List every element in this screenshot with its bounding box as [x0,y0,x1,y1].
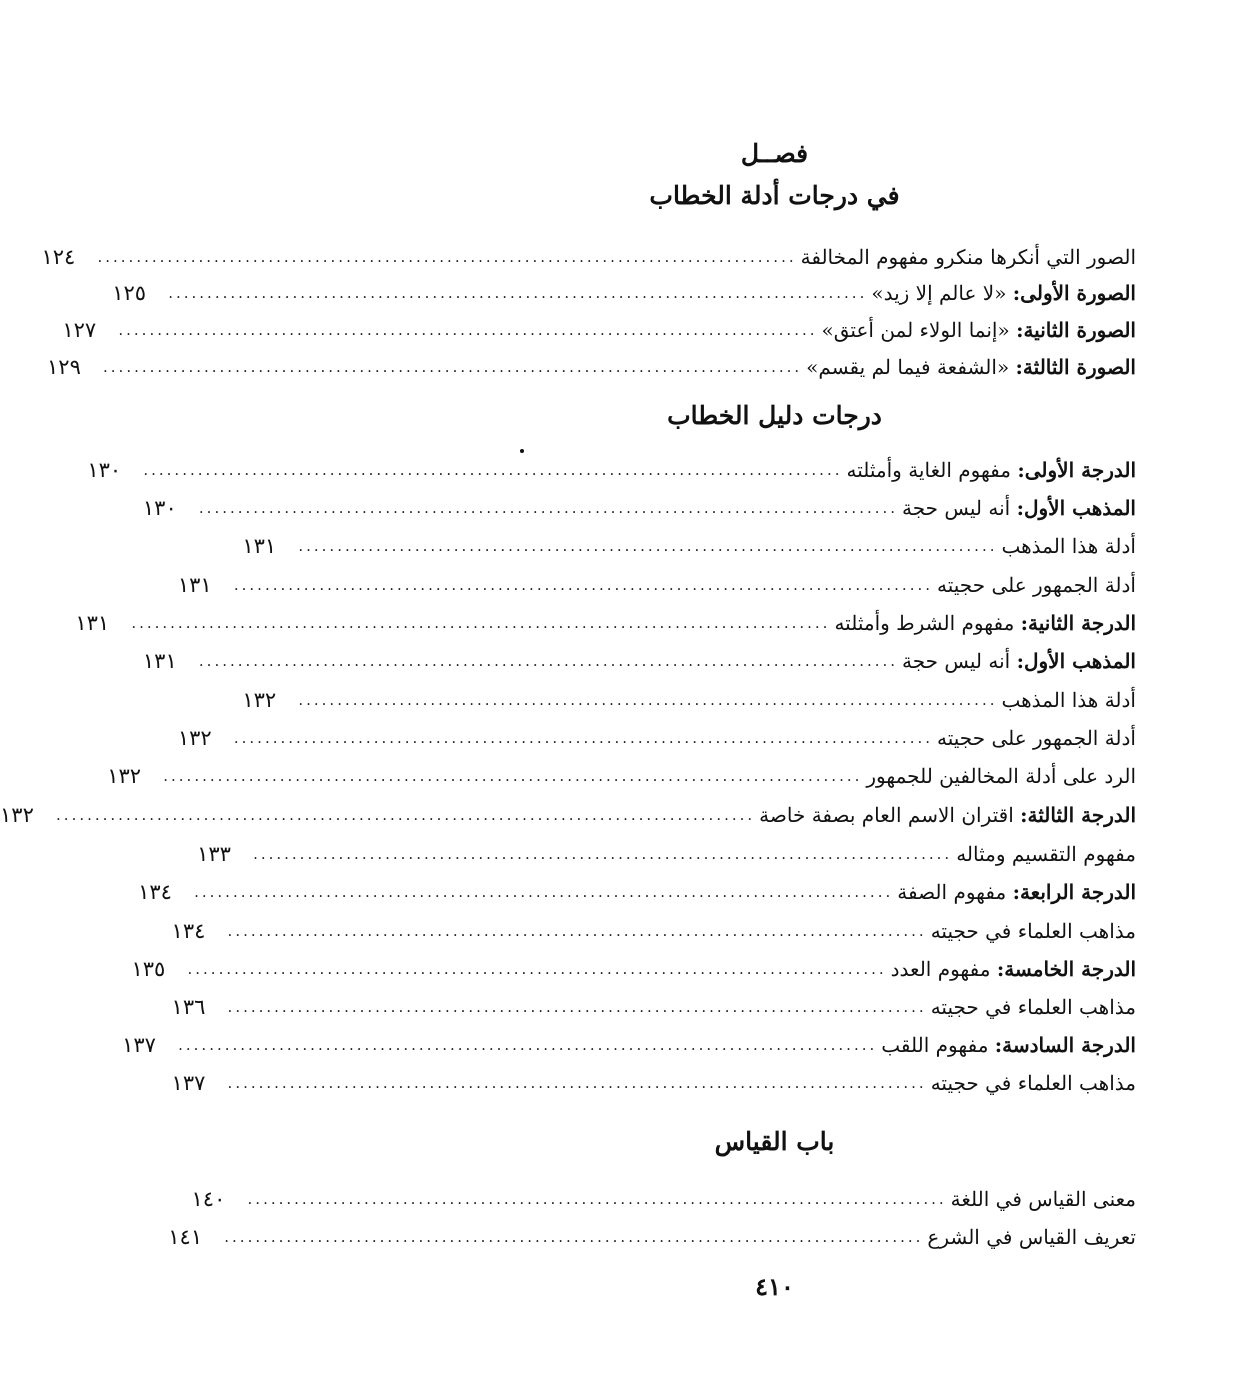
toc-entry [138,873,1136,911]
dot-leader: .......................................................................................... [103,358,803,376]
toc-entry-text: مفهوم اللقب [881,1033,989,1057]
toc-entry-title [951,1187,1136,1211]
toc-entry-lead: الدرجة الخامسة: [996,957,1136,981]
toc-entry-title [937,573,1136,597]
dot-leader: .......................................................................................... [298,691,998,709]
toc-page-number: ١٢٥ [112,281,147,305]
toc-entry-text: اقتران الاسم العام بصفة خاصة [759,803,1014,827]
toc-entry-title [937,726,1136,750]
toc-page-number: ١٣٤ [138,880,172,904]
toc-page-number: ١٣٥ [131,957,166,981]
toc-page-number: ١٣١ [242,534,277,558]
dot-leader: .......................................................................................... [194,883,894,901]
toc-page-number: ١٢٩ [47,355,81,379]
toc-entry-text: أدلة هذا المذهب [1001,688,1136,712]
toc-entry-title [822,318,1136,342]
toc-entry-text: «إنما الولاء لمن أعتق» [821,318,1010,342]
toc-entry-title [806,355,1136,379]
toc-entry [107,757,1136,795]
toc-entry-lead: الدرجة السادسة: [994,1033,1136,1057]
toc-entry-lead: الدرجة الأولى: [1017,458,1136,482]
page-number: ٤١٠ [755,1272,794,1301]
toc-entry-title [897,880,1136,904]
toc-entry-text: «الشفعة فيما لم يقسم» [806,355,1010,379]
dot-leader: .......................................................................................... [227,1074,927,1092]
toc-entry-title [881,1033,1136,1057]
toc-entry-title [847,458,1137,482]
toc-entry-text: «لا عالم إلا زيد» [871,281,1007,305]
toc-entry-text: مذاهب العلماء في حجيته [930,995,1136,1019]
dot-leader: .......................................................................................... [97,248,797,266]
toc-page-number: ١٣٤ [171,919,206,943]
toc-entry-title [956,842,1136,866]
dot-leader: .......................................................................................... [253,845,953,863]
toc-entry-lead: المذهب الأول: [1016,496,1136,520]
toc-entry-text: مفهوم العدد [890,957,991,981]
toc-entry-title [931,1071,1136,1095]
toc-entry [47,348,1136,386]
dot-leader: .......................................................................................... [131,614,831,632]
dot-leader: .......................................................................................... [247,1190,947,1208]
toc-entry-text: أدلة الجمهور على حجيته [937,726,1136,750]
toc-entry-text: مذاهب العلماء في حجيته [930,1071,1136,1095]
toc-entry-text: مفهوم التقسيم ومثاله [956,842,1136,866]
toc-page-number: ١٣٢ [0,803,34,827]
toc-entry-title [927,1225,1136,1249]
toc-entry [131,950,1136,988]
toc-entry-title [902,649,1136,673]
toc-entry [62,311,1136,349]
section-heading: فصــل [740,139,809,168]
toc-entry [0,796,1136,834]
toc-entry [242,527,1136,565]
toc-entry-text: مفهوم الغاية وأمثلته [846,458,1012,482]
toc-entry-lead: الصورة الثالثة: [1015,355,1136,379]
dot-leader: .......................................................................................... [178,1036,878,1054]
dot-leader: .......................................................................................... [163,767,863,785]
toc-entry-text: أدلة هذا المذهب [1001,534,1136,558]
dot-leader: .......................................................................................... [224,1228,924,1246]
toc-page-number: ١٣٠ [142,496,177,520]
toc-entry [177,566,1136,604]
toc-page-number: ١٣٠ [87,458,122,482]
dot-leader: .......................................................................................... [227,998,927,1016]
toc-entry-text: مفهوم الصفة [897,880,1007,904]
toc-entry-lead: المذهب الأول: [1016,649,1136,673]
toc-entry [177,719,1136,757]
toc-entry [142,642,1136,680]
dot-leader: .......................................................................................... [298,537,998,555]
dot-leader: .......................................................................................... [233,729,934,747]
toc-entry-text: أنه ليس حجة [902,496,1011,520]
dot-leader: .......................................................................................... [118,321,818,339]
dot-leader: .......................................................................................... [143,461,843,479]
toc-page-number: ١٣٦ [171,995,206,1019]
toc-entry-text: الصور التي أنكرها منكرو مفهوم المخالفة [800,245,1136,269]
toc-page-number: ١٤١ [168,1225,203,1249]
subsection-heading: درجات دليل الخطاب [667,401,882,430]
toc-page-number: ١٢٤ [41,245,76,269]
toc-entry-title [866,764,1136,788]
toc-entry [75,604,1136,642]
toc-page-number: ١٣١ [75,611,110,635]
dot-leader: .......................................................................................... [233,576,934,594]
toc-entry-text: أنه ليس حجة [902,649,1011,673]
dot-leader: .......................................................................................... [227,922,927,940]
toc-page-number: ١٢٧ [62,318,97,342]
toc-entry-text: مذاهب العلماء في حجيته [930,919,1136,943]
toc-entry [142,489,1136,527]
dot-leader: .......................................................................................... [187,960,887,978]
toc-page-number: ١٣٧ [122,1033,156,1057]
toc-entry [197,835,1136,873]
toc-entry-text: أدلة الجمهور على حجيته [937,573,1136,597]
toc-entry-title [1002,688,1137,712]
toc-entry [171,1064,1136,1102]
toc-entry-lead: الدرجة الثالثة: [1020,803,1136,827]
toc-entry [87,451,1136,489]
toc-page-number: ١٣٢ [177,726,212,750]
toc-entry-lead: الدرجة الثانية: [1020,611,1136,635]
dot-leader: .......................................................................................... [198,652,899,670]
toc-entry-title [891,957,1136,981]
toc-entry [122,1026,1136,1064]
toc-page-number: ١٣١ [142,649,177,673]
dot-leader: .......................................................................................... [168,284,868,302]
toc-entry-lead: الصورة الثانية: [1016,318,1136,342]
toc-entry-title [834,611,1136,635]
toc-entry [112,274,1136,312]
toc-entry-title [871,281,1136,305]
chapter-heading: باب القياس [714,1127,835,1156]
toc-entry [191,1180,1136,1218]
toc-page-number: ١٤٠ [191,1187,226,1211]
dot-leader: .......................................................................................... [56,806,756,824]
toc-entry-title [801,245,1136,269]
toc-entry-lead: الدرجة الرابعة: [1012,880,1136,904]
section-title: في درجات أدلة الخطاب [649,181,900,210]
toc-entry-text: مفهوم الشرط وأمثلته [834,611,1015,635]
toc-entry [171,988,1136,1026]
toc-entry-title [759,803,1136,827]
toc-entry [242,681,1136,719]
toc-entry-text: الرد على أدلة المخالفين للجمهور [866,764,1136,788]
toc-entry-title [931,919,1136,943]
toc-page-number: ١٣٢ [107,764,142,788]
toc-page-number: ١٣٣ [197,842,231,866]
toc-entry-title [931,995,1136,1019]
toc-entry-text: معنى القياس في اللغة [950,1187,1136,1211]
toc-page-number: ١٣٢ [242,688,277,712]
toc-page-number: ١٣٧ [171,1071,206,1095]
toc-entry [171,912,1136,950]
toc-entry [41,238,1136,276]
toc-entry-lead: الصورة الأولى: [1012,281,1136,305]
toc-entry-text: تعريف القياس في الشرع [927,1225,1136,1249]
toc-page-number: ١٣١ [177,573,212,597]
dot-leader: .......................................................................................... [198,499,899,517]
toc-entry-title [1002,534,1137,558]
toc-entry-title [902,496,1136,520]
toc-entry [168,1218,1136,1256]
